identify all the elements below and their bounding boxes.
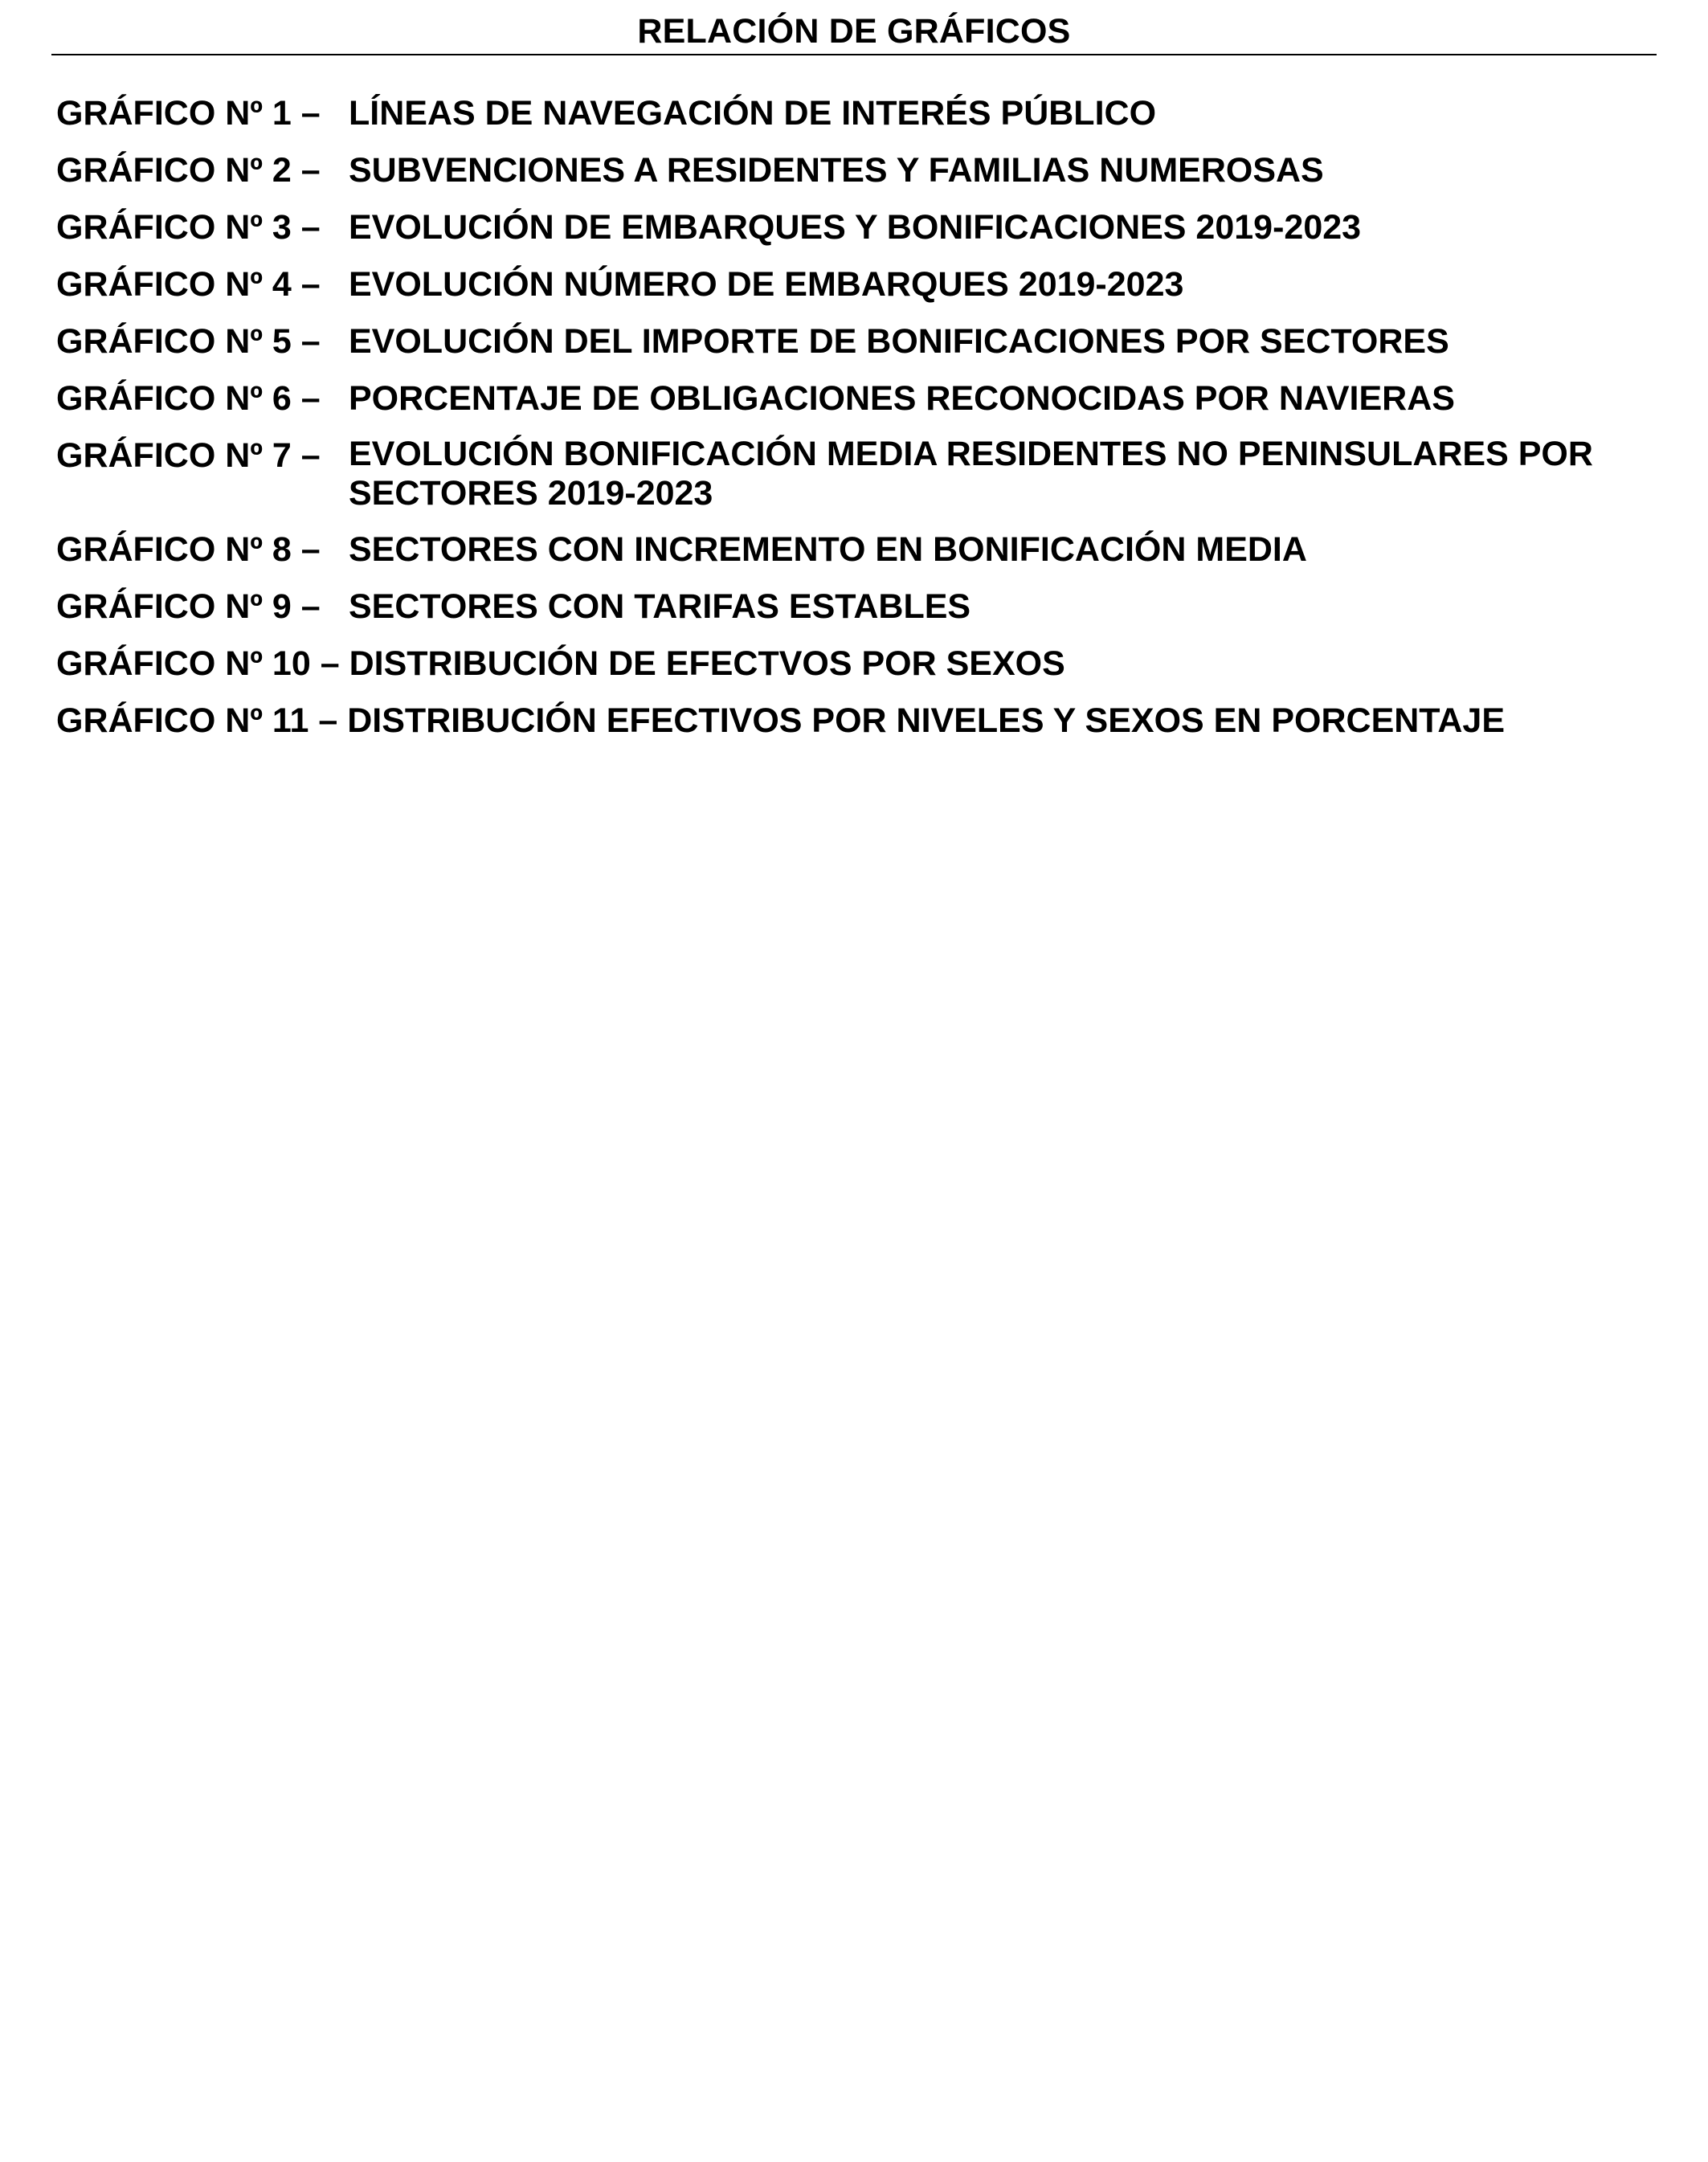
figure-number: GRÁFICO Nº 3 –: [56, 208, 321, 247]
figure-entry-2: [56, 149, 1655, 191]
figure-number: GRÁFICO Nº 7 –: [56, 436, 321, 475]
figure-number: GRÁFICO Nº 6 –: [56, 379, 321, 418]
figure-title: EVOLUCIÓN NÚMERO DE EMBARQUES 2019-2023: [349, 265, 1184, 304]
figure-entry-10: [56, 643, 1655, 685]
figure-title: SECTORES CON INCREMENTO EN BONIFICACIÓN MEDIA: [349, 530, 1307, 569]
figure-number: GRÁFICO Nº 5 –: [56, 322, 321, 361]
figure-entry-6: [56, 378, 1655, 419]
figure-entry-4: [56, 264, 1655, 305]
figure-title: LÍNEAS DE NAVEGACIÓN DE INTERÉS PÚBLICO: [349, 94, 1157, 133]
title-divider: [51, 54, 1657, 55]
figure-entry-7: [56, 435, 1655, 513]
figure-entry-9: [56, 586, 1655, 627]
figure-title: PORCENTAJE DE OBLIGACIONES RECONOCIDAS POR NAVIERAS: [349, 379, 1455, 418]
figure-title: DISTRIBUCIÓN EFECTIVOS POR NIVELES Y SEXOS EN PORCENTAJE: [347, 701, 1506, 740]
figure-number: GRÁFICO Nº 9 –: [56, 587, 321, 626]
figure-number: GRÁFICO Nº 10 –: [56, 644, 340, 683]
figure-title: DISTRIBUCIÓN DE EFECTVOS POR SEXOS: [349, 644, 1065, 683]
figure-entry-3: [56, 206, 1655, 248]
document-title: RELACIÓN DE GRÁFICOS: [637, 12, 1071, 51]
figure-number: GRÁFICO Nº 2 –: [56, 151, 321, 190]
figure-title: EVOLUCIÓN DEL IMPORTE DE BONIFICACIONES POR SECTORES: [349, 322, 1449, 361]
figure-entry-1: [56, 92, 1655, 134]
figure-entry-5: [56, 321, 1655, 362]
figure-title: SECTORES CON TARIFAS ESTABLES: [349, 587, 971, 626]
figure-title: SUBVENCIONES A RESIDENTES Y FAMILIAS NUMEROSAS: [349, 151, 1324, 190]
figure-number: GRÁFICO Nº 11 –: [56, 701, 338, 740]
figure-list: [56, 92, 1655, 757]
figure-number: GRÁFICO Nº 8 –: [56, 530, 321, 569]
figure-entry-8: [56, 529, 1655, 570]
figure-title: EVOLUCIÓN DE EMBARQUES Y BONIFICACIONES 2019-2023: [349, 208, 1362, 247]
figure-number: GRÁFICO Nº 4 –: [56, 265, 321, 304]
figure-entry-11: [56, 700, 1655, 742]
figure-title: EVOLUCIÓN BONIFICACIÓN MEDIA RESIDENTES NO PENINSULARES POR SECTORES 2019-2023: [349, 435, 1593, 513]
figure-number: GRÁFICO Nº 1 –: [56, 94, 321, 133]
